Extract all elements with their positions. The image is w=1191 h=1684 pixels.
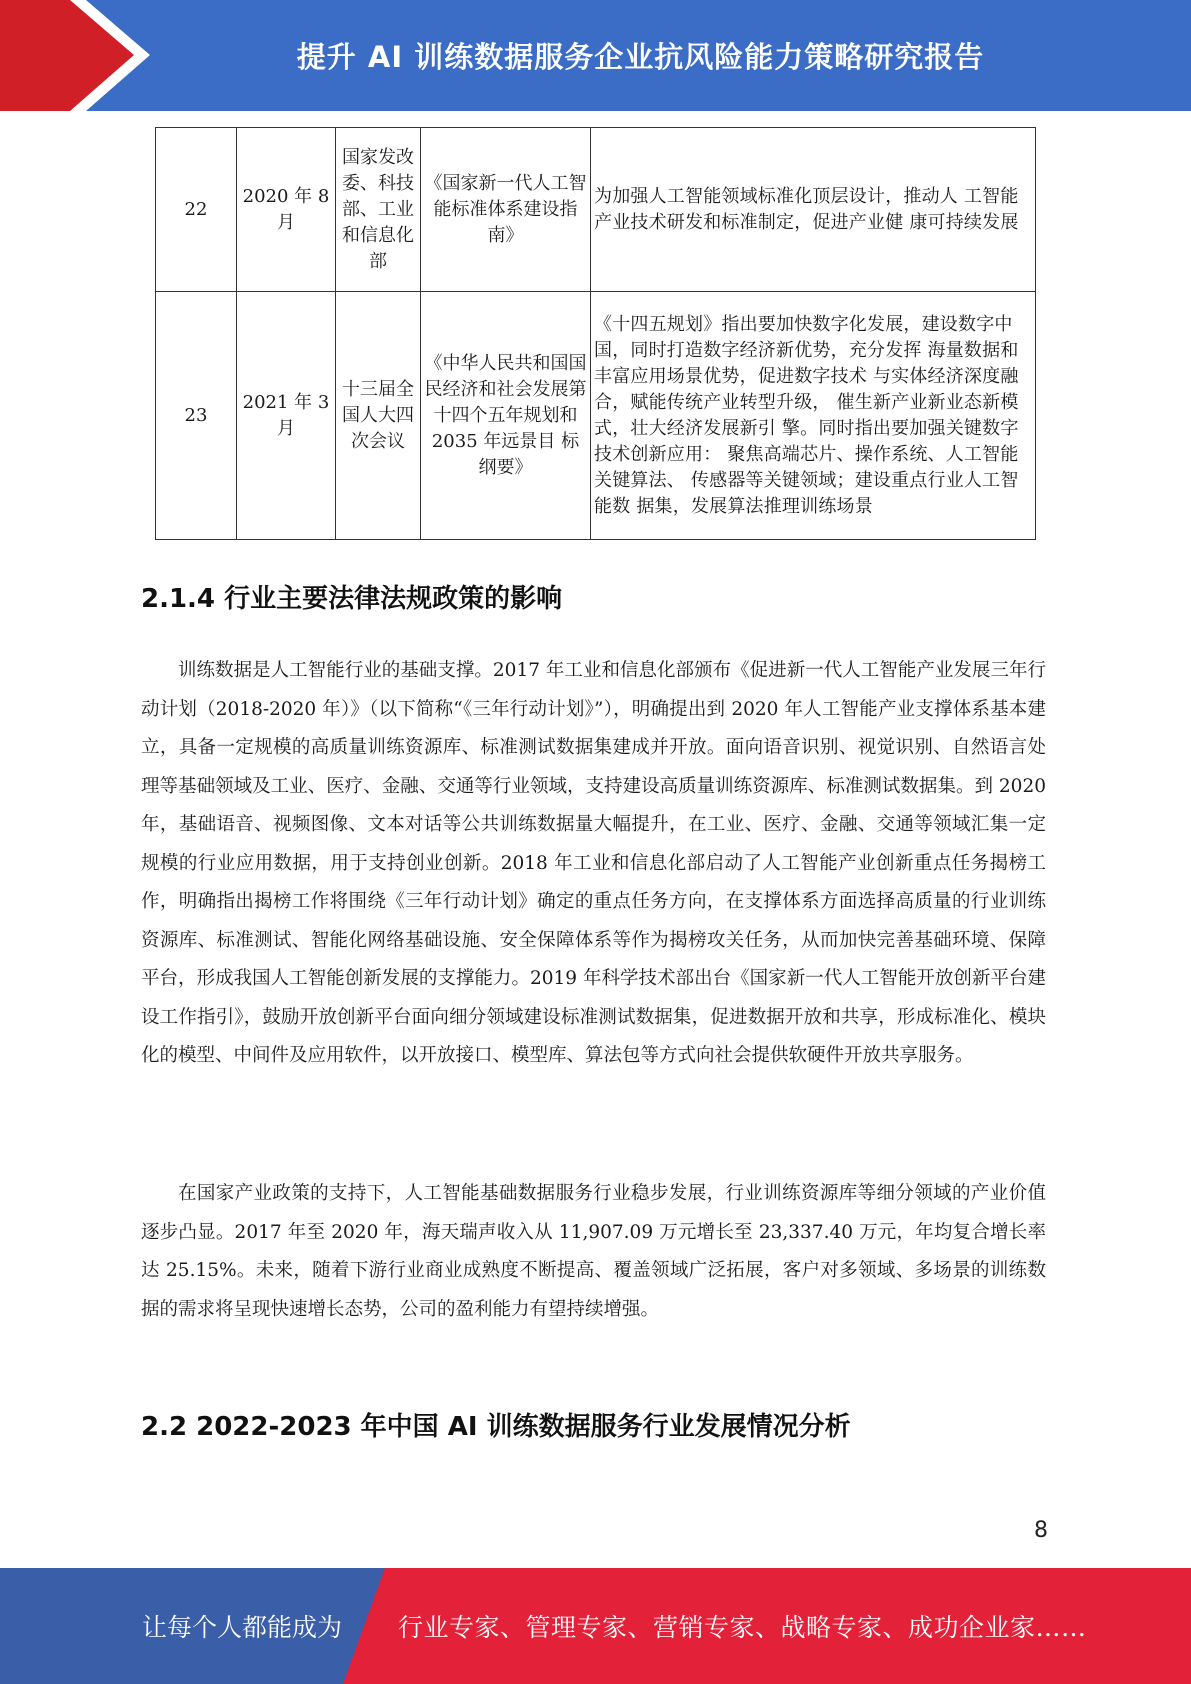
page-footer — [0, 1568, 1191, 1684]
body-paragraph-2: 在国家产业政策的支持下，人工智能基础数据服务行业稳步发展，行业训练资源库等细分领域的产业价值逐步凸显。2017 年至 2020 年，海天瑞声收入从 11,907.09 万元增长至 23,337.40 万元，年均复合增长率达 25.15%。未来，随着下游行业商业成熟度不断提高、覆盖领域广泛拓展，客户对多领域、多场景的训练数据的需求将呈现快速增长态势，公司的盈利能力有望持续增强。 — [141, 1183, 1046, 1320]
page-header — [0, 0, 1191, 111]
footer-slogan-right: 行业专家、管理专家、营销专家、战略专家、成功企业家…… — [398, 1613, 1087, 1642]
policy-table — [155, 127, 1036, 540]
section-heading-2-2: 2.2 2022-2023 年中国 AI 训练数据服务行业发展情况分析 — [141, 1412, 851, 1442]
report-title: 提升 AI 训练数据服务企业抗风险能力策略研究报告 — [296, 40, 985, 74]
row-issuer: 十三届全国人大四次会议 — [336, 292, 421, 540]
row-date: 2020 年 8 月 — [237, 128, 336, 292]
row-document: 《中华人民共和国国民经济和社会发展第十四个五年规划和 2035 年远景目 标纲要》 — [421, 292, 591, 540]
table-row — [156, 128, 1036, 292]
footer-slogan-left: 让每个人都能成为 — [142, 1613, 343, 1642]
row-index: 22 — [156, 128, 237, 292]
red-chevron-icon — [0, 0, 150, 111]
page-number: 8 — [1034, 1518, 1048, 1543]
row-description: 《十四五规划》指出要加快数字化发展，建设数字中国，同时打造数字经济新优势，充分发挥 海量数据和丰富应用场景优势，促进数字技术 与实体经济深度融合，赋能传统产业转型升级， 催生新产业新业态新模式，壮大经济发展新引 擎。同时指出要加强关键数字技术创新应用： 聚焦高端芯片、操作系统、人工智能关键算法、 传感器等关键领域；建设重点行业人工智能数 据集，发展算法推理训练场景 — [591, 292, 1036, 540]
row-description: 为加强人工智能领域标准化顶层设计，推动人 工智能产业技术研发和标准制定，促进产业健 康可持续发展 — [591, 128, 1036, 292]
section-heading-2-1-4: 2.1.4 行业主要法律法规政策的影响 — [141, 584, 563, 614]
body-paragraph-1: 训练数据是人工智能行业的基础支撑。2017 年工业和信息化部颁布《促进新一代人工智能产业发展三年行动计划（2018-2020 年）》（以下简称“《三年行动计划》”），明确提出到 2020 年人工智能产业支撑体系基本建立，具备一定规模的高质量训练资源库、标准测试数据集建成并开放。面向语音识别、视觉识别、自然语言处理等基础领域及工业、医疗、金融、交通等行业领域，支持建设高质量训练资源库、标准测试数据集。到 2020 年，基础语音、视频图像、文本对话等公共训练数据量大幅提升，在工业、医疗、金融、交通等领域汇集一定规模的行业应用数据，用于支持创业创新。2018 年工业和信息化部启动了人工智能产业创新重点任务揭榜工作，明确指出揭榜工作将围绕《三年行动计划》确定的重点任务方向，在支撑体系方面选择高质量的行业训练资源库、标准测试、智能化网络基础设施、安全保障体系等作为揭榜攻关任务，从而加快完善基础环境、保障平台，形成我国人工智能创新发展的支撑能力。2019 年科学技术部出台《国家新一代人工智能开放创新平台建设工作指引》，鼓励开放创新平台面向细分领域建设标准测试数据集，促进数据开放和共享，形成标准化、模块化的模型、中间件及应用软件，以开放接口、模型库、算法包等方式向社会提供软硬件开放共享服务。 — [141, 660, 1046, 1066]
row-date: 2021 年 3 月 — [237, 292, 336, 540]
row-issuer: 国家发改委、科技部、工业和信息化部 — [336, 128, 421, 292]
row-index: 23 — [156, 292, 237, 540]
row-document: 《国家新一代人工智能标准体系建设指南》 — [421, 128, 591, 292]
table-row — [156, 292, 1036, 540]
